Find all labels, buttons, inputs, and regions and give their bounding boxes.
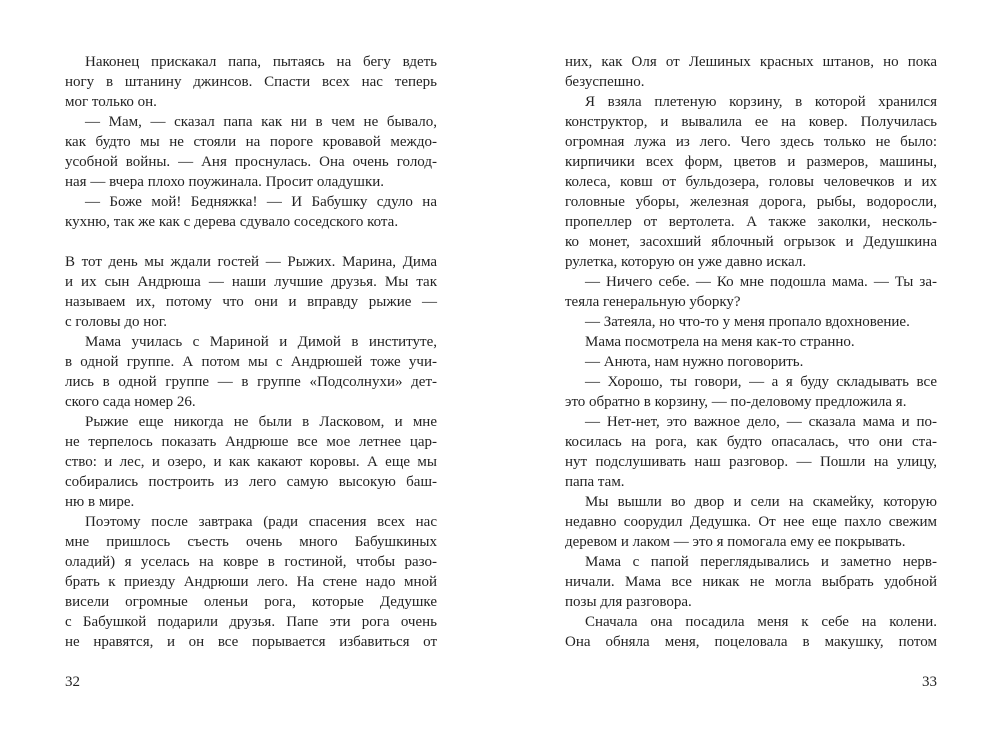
text-line: пропеллер от вертолета. А также заколки, несколь- <box>565 214 937 230</box>
text-line: деревом и лаком — это я помогала ему ее покрывать. <box>565 534 906 550</box>
text-line: головные уборы, железная дорога, рыбы, водоросли, <box>565 194 937 210</box>
paragraph <box>565 272 937 312</box>
text-line: не терпелось показать Андрюше все мое летнее цар- <box>65 434 437 450</box>
text-line: ство: и лес, и озеро, и как какают коровы. А еще мы <box>65 454 437 470</box>
paragraph <box>565 612 937 652</box>
text-line: конструктор, и вывалила ее на ковер. Получилась <box>565 114 937 130</box>
text-line: ничали. Мама все никак не могла выбрать удобной <box>565 574 937 590</box>
text-line: ко монет, засохший яблочный огрызок и Дедушкина <box>565 234 937 250</box>
text-line: лись в одной группе — в группе «Подсолнухи» дет- <box>65 374 437 390</box>
text-line: косилась на рога, как будто опасалась, что они ста- <box>565 434 937 450</box>
paragraph <box>65 512 437 652</box>
paragraph <box>565 52 937 92</box>
text-line: — Затеяла, но что-то у меня пропало вдохновение. <box>585 314 910 330</box>
text-line: Она обняла меня, поцеловала в макушку, потом <box>565 634 937 650</box>
text-line: Мама с папой переглядывались и заметно нерв- <box>585 554 937 570</box>
text-line: — Боже мой! Бедняжка! — И Бабушку сдуло на <box>85 194 437 210</box>
paragraph <box>65 412 437 512</box>
text-line: оладий) я уселась на ковре в гостиной, чтобы разо- <box>65 554 437 570</box>
page-number-left: 32 <box>65 674 80 690</box>
page-right-text <box>565 52 937 652</box>
page-left-text <box>65 52 437 652</box>
text-line: ню в мире. <box>65 494 135 510</box>
text-line: — Ничего себе. — Ко мне подошла мама. — Ты за- <box>585 274 937 290</box>
text-line: Наконец прискакал папа, пытаясь на бегу вдеть <box>85 54 437 70</box>
text-line: в одной группе. А потом мы с Андрюшей тоже учи- <box>65 354 437 370</box>
paragraph <box>65 332 437 412</box>
paragraph <box>565 412 937 492</box>
text-line: колеса, ковш от бульдозера, головы человечков и их <box>565 174 937 190</box>
paragraph <box>565 352 937 372</box>
text-line: — Мам, — сказал папа как ни в чем не бывало, <box>85 114 437 130</box>
text-line: Мы вышли во двор и сели на скамейку, которую <box>585 494 937 510</box>
text-line: ногу в штанину джинсов. Спасти всех нас теперь <box>65 74 437 90</box>
text-line: кирпичики всех форм, цветов и размеров, машины, <box>565 154 937 170</box>
paragraph <box>565 492 937 552</box>
text-line: Мама посмотрела на меня как-то странно. <box>585 334 855 350</box>
text-line: Мама училась с Мариной и Димой в институте, <box>85 334 437 350</box>
text-line: усобной войны. — Аня проснулась. Она очень голод- <box>65 154 437 170</box>
text-line: кухню, так же как с дерева сдувало соседского кота. <box>65 214 399 230</box>
paragraph <box>65 252 437 332</box>
text-line: — Нет-нет, это важное дело, — сказала мама и по- <box>585 414 937 430</box>
paragraph <box>565 92 937 272</box>
text-line: них, как Оля от Лешиных красных штанов, но пока <box>565 54 937 70</box>
text-line: мог только он. <box>65 94 157 110</box>
text-line: недавно соорудил Дедушка. От нее еще пахло свежим <box>565 514 937 530</box>
text-line: позы для разговора. <box>565 594 692 610</box>
text-line: с Бабушкой подарили друзья. Папе эти рога очень <box>65 614 437 630</box>
text-line: — Хорошо, ты говори, — а я буду складывать все <box>585 374 937 390</box>
text-line: нут подслушивать наш разговор. — Пошли на улицу, <box>565 454 937 470</box>
text-line: не нравятся, и он все порывается избавиться от <box>65 634 437 650</box>
page-number-right: 33 <box>922 674 937 690</box>
text-line: мне пришлось съесть очень много Бабушкиных <box>65 534 437 550</box>
text-line: брать к приезду Андрюши лего. На стене надо мной <box>65 574 437 590</box>
paragraph <box>65 112 437 192</box>
paragraph <box>65 192 437 232</box>
text-line: теяла генеральную уборку? <box>565 294 741 310</box>
paragraph <box>565 552 937 612</box>
paragraph <box>565 372 937 412</box>
text-line: В тот день мы ждали гостей — Рыжих. Марина, Дима <box>65 254 437 270</box>
text-line: висели огромные оленьи рога, которые Дедушке <box>65 594 437 610</box>
text-line: ная — вчера плохо поужинала. Просит оладушки. <box>65 174 385 190</box>
paragraph <box>65 52 437 112</box>
text-line: ского сада номер 26. <box>65 394 196 410</box>
text-line: с головы до ног. <box>65 314 168 330</box>
text-line: огромная лужа из лего. Чего здесь только не было: <box>565 134 937 150</box>
text-line: называем их, потому что они и вправду рыжие — <box>65 294 437 310</box>
text-line: Рыжие еще никогда не были в Ласковом, и мне <box>85 414 437 430</box>
text-line: Поэтому после завтрака (ради спасения всех нас <box>85 514 437 530</box>
paragraph <box>565 332 937 352</box>
text-line: Сначала она посадила меня к себе на колени. <box>585 614 937 630</box>
text-line: и их сын Андрюша — наши лучшие друзья. Мы так <box>65 274 437 290</box>
text-line: — Анюта, нам нужно поговорить. <box>585 354 804 370</box>
text-line: это обратно в корзину, — по-деловому предложила я. <box>565 394 907 410</box>
text-line: рулетка, которую он уже давно искал. <box>565 254 807 270</box>
text-line: как будто мы не стояли на пороге кровавой междо- <box>65 134 437 150</box>
text-line: Я взяла плетеную корзину, в которой хранился <box>585 94 937 110</box>
text-line: папа там. <box>565 474 625 490</box>
text-line: собирались построить из лего самую высокую баш- <box>65 474 437 490</box>
text-line: безуспешно. <box>565 74 645 90</box>
paragraph <box>565 312 937 332</box>
